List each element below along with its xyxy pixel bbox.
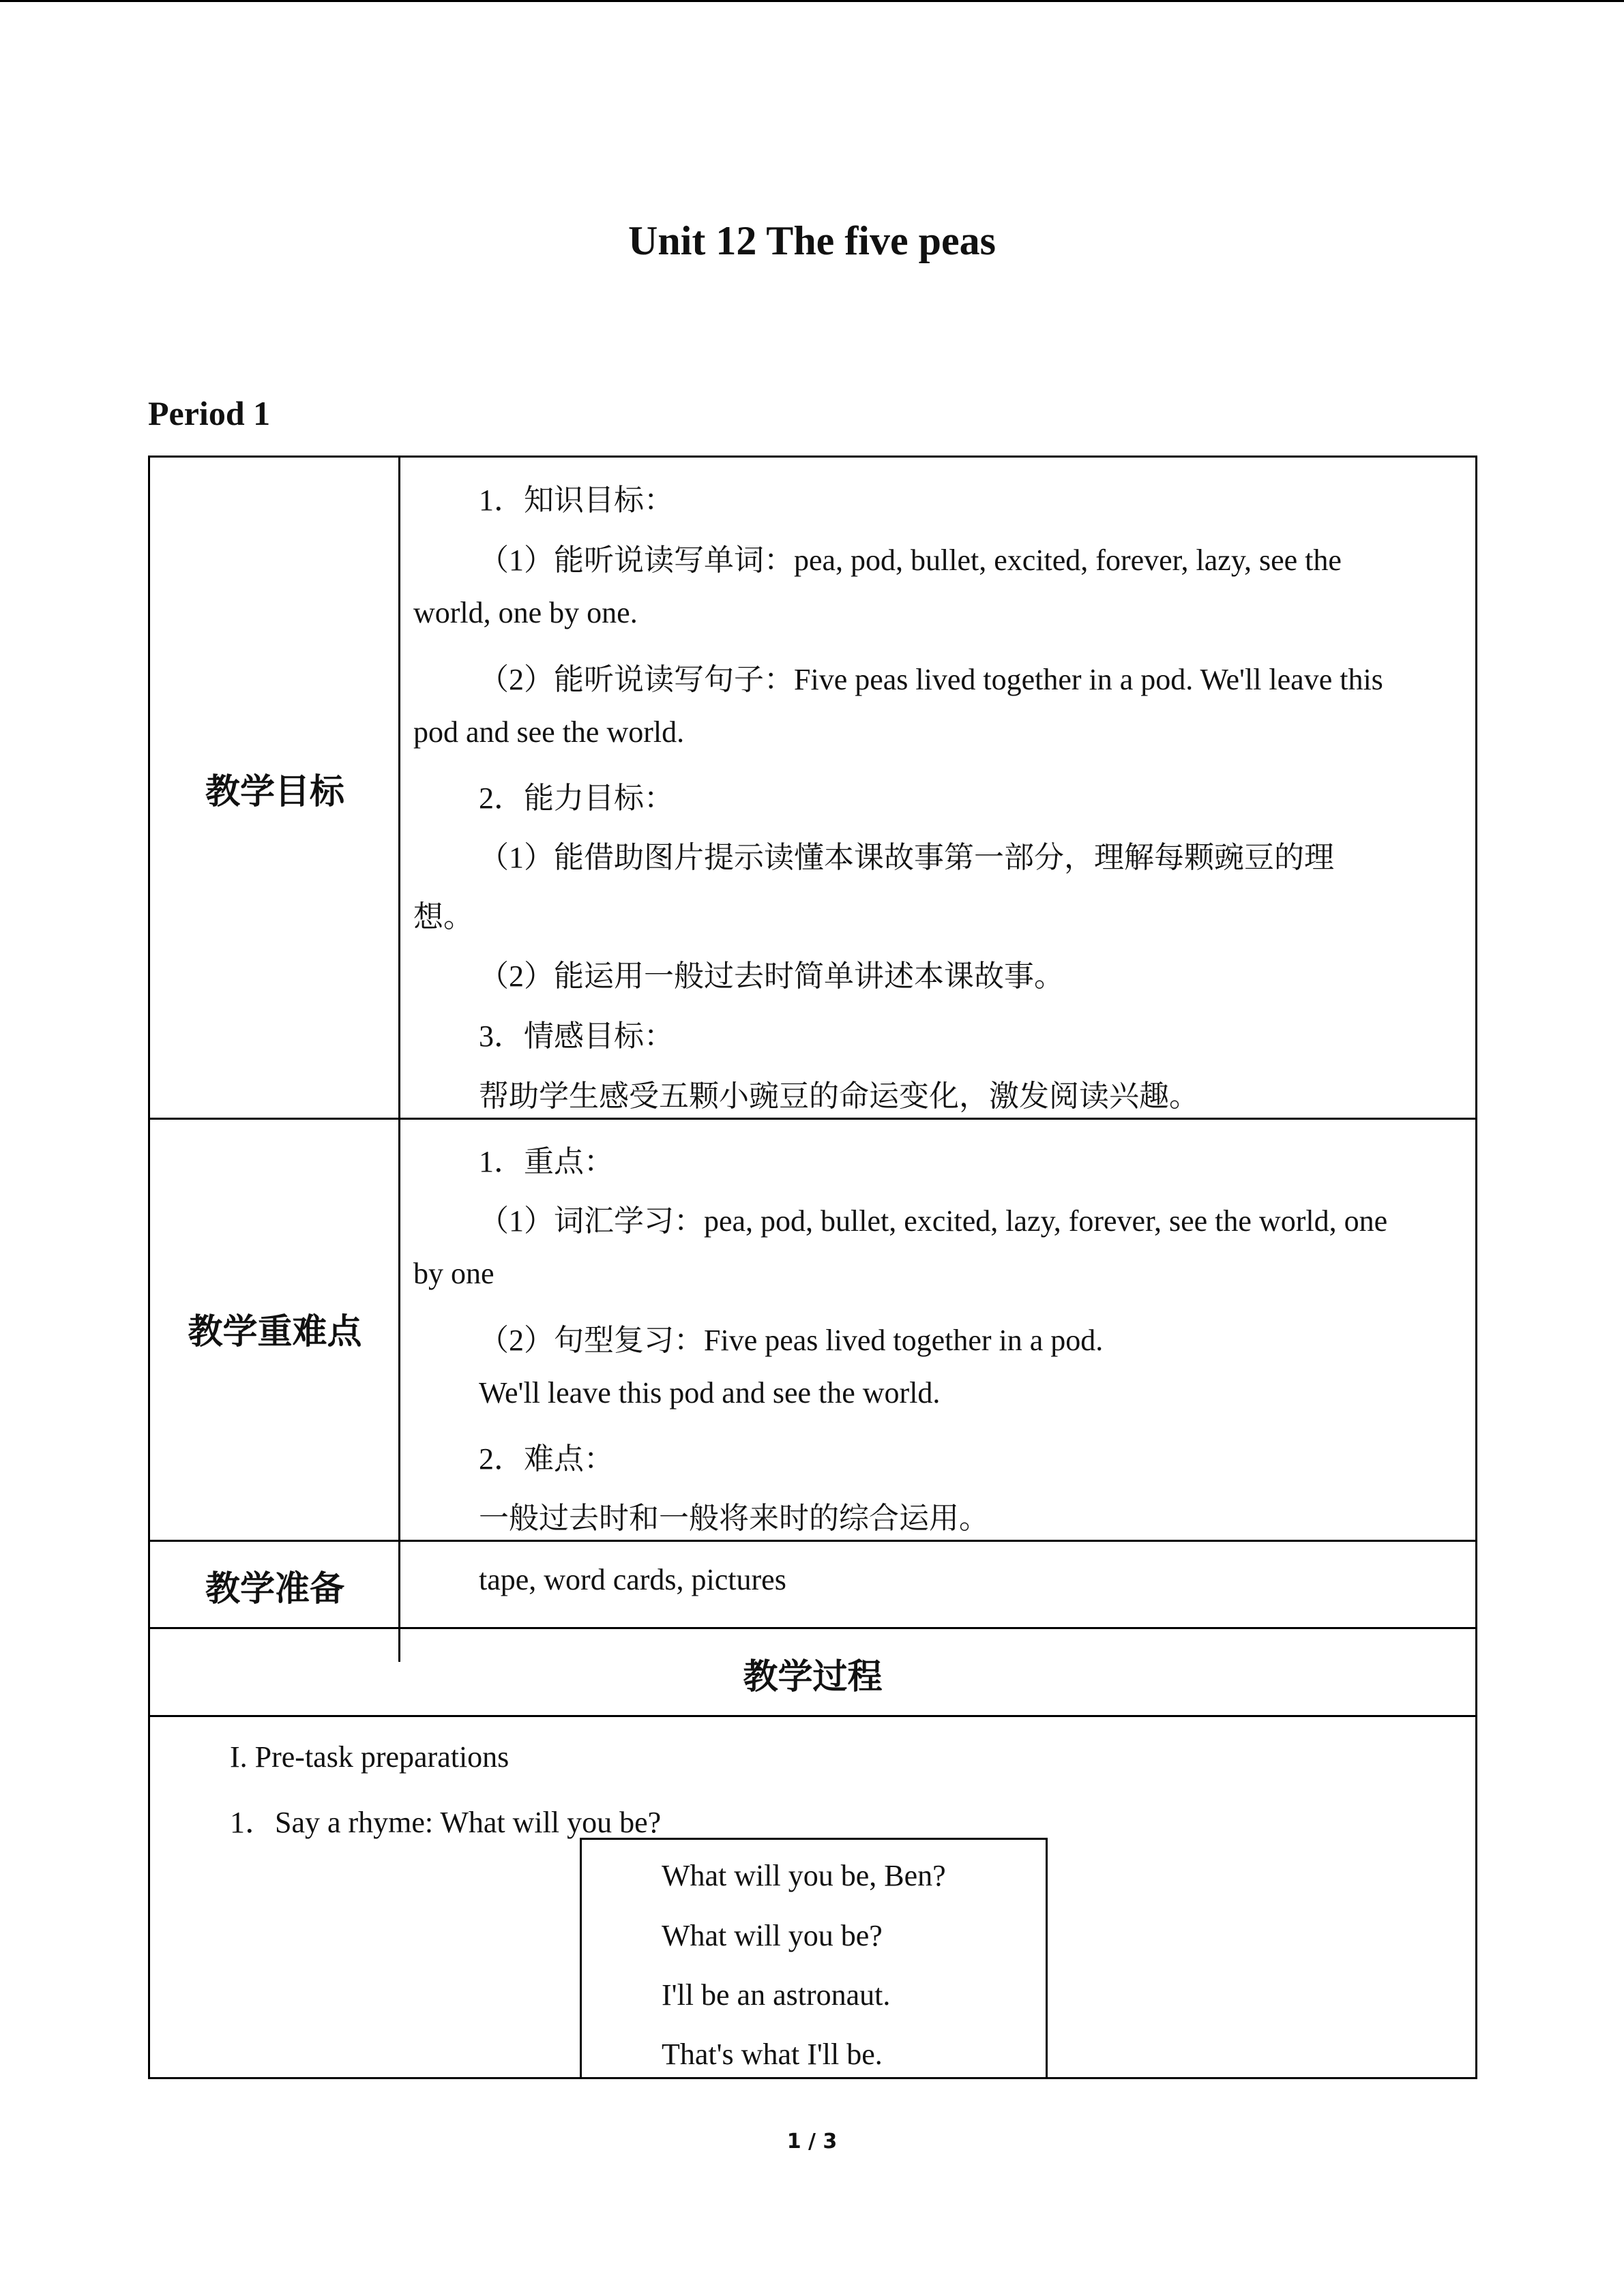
- page-top-border: [0, 0, 1624, 2]
- rhyme-box: [580, 1838, 1048, 2079]
- rhyme-line: What will you be?: [662, 1919, 883, 1952]
- objectives-label: 教学目标: [205, 772, 344, 812]
- row-divider-4: [150, 1715, 1475, 1717]
- preparation-label: 教学准备: [205, 1569, 344, 1609]
- objectives-line: pod and see the world.: [413, 715, 685, 749]
- row-divider-1: [150, 1118, 1475, 1120]
- document-title: Unit 12 The five peas: [628, 218, 996, 263]
- key-points-line: （2）句型复习：Five peas lived together in a pod.: [479, 1324, 1104, 1357]
- period-heading: Period 1: [148, 394, 271, 432]
- key-points-line: 1．重点：: [479, 1145, 614, 1178]
- key-points-line: 一般过去时和一般将来时的综合运用。: [479, 1502, 989, 1535]
- objectives-line: （1）能听说读写单词：pea, pod, bullet, excited, forever, lazy, see the: [479, 543, 1342, 577]
- objectives-line: 2．能力目标：: [479, 781, 674, 815]
- key-points-line: We'll leave this pod and see the world.: [479, 1376, 941, 1410]
- process-step-1: 1．Say a rhyme: What will you be?: [230, 1806, 662, 1839]
- objectives-line: 想。: [413, 900, 473, 934]
- key-points-line: 2．难点：: [479, 1442, 614, 1476]
- objectives-line: （1）能借助图片提示读懂本课故事第一部分，理解每颗豌豆的理: [479, 841, 1334, 874]
- objectives-line: 1．知识目标：: [479, 483, 674, 517]
- process-header: 教学过程: [743, 1657, 883, 1697]
- key-points-label: 教学重难点: [188, 1312, 362, 1352]
- objectives-line: 帮助学生感受五颗小豌豆的命运变化，激发阅读兴趣。: [479, 1079, 1199, 1113]
- label-column-divider: [398, 458, 400, 1662]
- objectives-line: （2）能听说读写句子：Five peas lived together in a pod. We'll leave this: [479, 663, 1383, 696]
- key-points-line: by one: [413, 1257, 494, 1290]
- key-points-line: （1）词汇学习：pea, pod, bullet, excited, lazy, forever, see the world, one: [479, 1204, 1388, 1238]
- row-divider-2: [150, 1540, 1475, 1542]
- rhyme-line: I'll be an astronaut.: [662, 1978, 891, 2012]
- objectives-line: 3．情感目标：: [479, 1019, 674, 1053]
- objectives-line: world, one by one.: [413, 596, 638, 629]
- objectives-line: （2）能运用一般过去时简单讲述本课故事。: [479, 959, 1064, 993]
- preparation-value: tape, word cards, pictures: [479, 1563, 786, 1596]
- rhyme-line: What will you be, Ben?: [662, 1859, 946, 1892]
- page-indicator: 1 / 3: [786, 2130, 838, 2153]
- rhyme-line: That's what I'll be.: [662, 2038, 883, 2071]
- process-section-title: I. Pre-task preparations: [230, 1740, 510, 1774]
- lesson-plan-table: [148, 456, 1477, 2079]
- row-divider-3: [150, 1627, 1475, 1629]
